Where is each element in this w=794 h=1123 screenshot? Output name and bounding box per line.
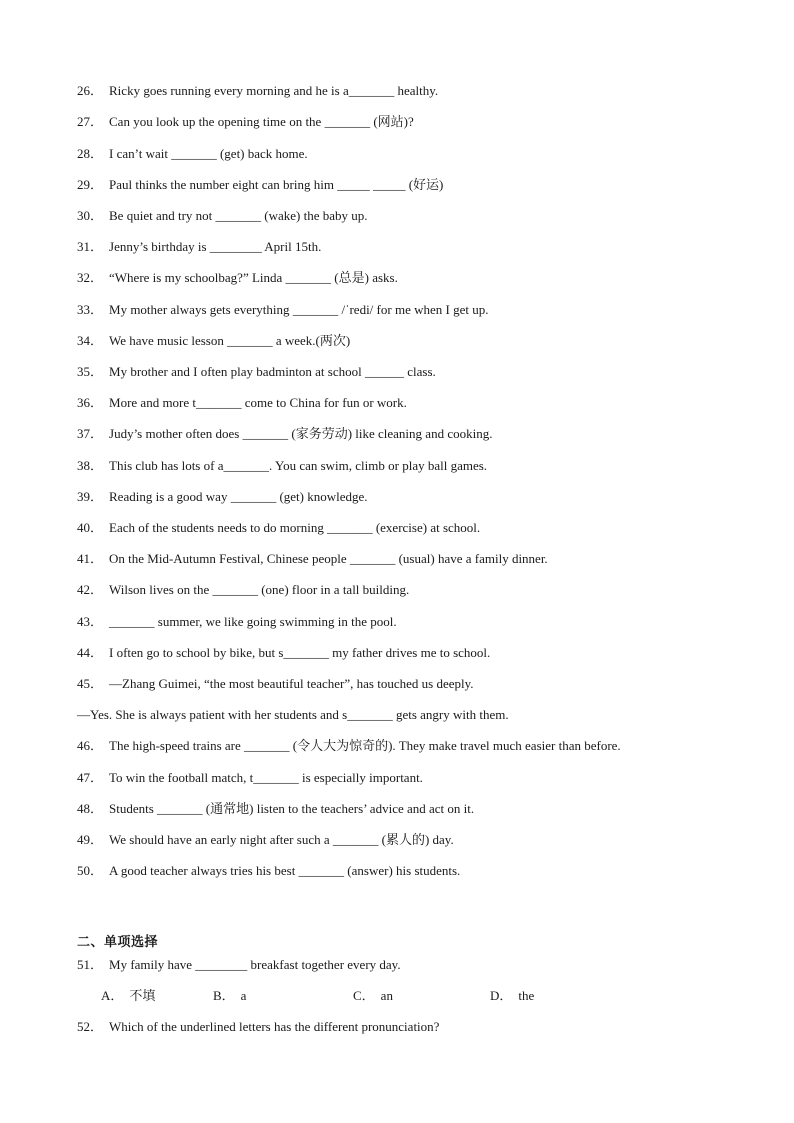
option-c[interactable]: C． an: [353, 988, 393, 1003]
option-b[interactable]: B． a: [213, 988, 247, 1003]
question-42: 42． Wilson lives on the _______ (one) floor in a tall building.: [77, 582, 410, 597]
option-d[interactable]: D． the: [490, 988, 535, 1003]
question-44: 44． I often go to school by bike, but s_______ my father drives me to school.: [77, 645, 491, 660]
question-28: 28． I can’t wait _______ (get) back home.: [77, 146, 308, 161]
question-34: 34． We have music lesson _______ a week.(两次): [77, 333, 351, 348]
question-38: 38． This club has lots of a_______. You can swim, climb or play ball games.: [77, 458, 488, 473]
question-49: 49． We should have an early night after such a _______ (累人的) day.: [77, 832, 454, 847]
question-31: 31． Jenny’s birthday is ________ April 15th.: [77, 239, 322, 254]
section-title: 二、单项选择: [77, 935, 159, 950]
question-52: 52． Which of the underlined letters has the different pronunciation?: [77, 1019, 440, 1034]
question-51-options: [0, 988, 794, 1004]
question-32: 32． “Where is my schoolbag?” Linda _______ (总是) asks.: [77, 270, 398, 285]
question-50: 50． A good teacher always tries his best _______ (answer) his students.: [77, 863, 461, 878]
question-33: 33． My mother always gets everything _______ /ˈredi/ for me when I get up.: [77, 302, 489, 317]
question-45: 45． —Zhang Guimei, “the most beautiful teacher”, has touched us deeply.: [77, 676, 474, 691]
question-51: 51． My family have ________ breakfast together every day.: [77, 957, 401, 972]
question-47: 47． To win the football match, t_______ is especially important.: [77, 770, 423, 785]
question-40: 40． Each of the students needs to do morning _______ (exercise) at school.: [77, 520, 481, 535]
question-43: 43． _______ summer, we like going swimming in the pool.: [77, 614, 397, 629]
question-41: 41． On the Mid-Autumn Festival, Chinese people _______ (usual) have a family dinner.: [77, 551, 548, 566]
option-a[interactable]: A． 不填: [101, 988, 156, 1003]
question-27: 27． Can you look up the opening time on the _______ (网站)?: [77, 114, 414, 129]
question-35: 35． My brother and I often play badminton at school ______ class.: [77, 364, 436, 379]
question-46: 46． The high-speed trains are _______ (令人大为惊奇的). They make travel much easier than before.: [77, 738, 621, 753]
question-26: 26． Ricky goes running every morning and he is a_______ healthy.: [77, 83, 439, 98]
question-30: 30． Be quiet and try not _______ (wake) the baby up.: [77, 208, 368, 223]
question-36: 36． More and more t_______ come to China for fun or work.: [77, 395, 407, 410]
question-48: 48． Students _______ (通常地) listen to the teachers’ advice and act on it.: [77, 801, 475, 816]
question-45-reply: —Yes. She is always patient with her students and s_______ gets angry with them.: [77, 707, 509, 722]
question-39: 39． Reading is a good way _______ (get) knowledge.: [77, 489, 368, 504]
question-37: 37． Judy’s mother often does _______ (家务劳动) like cleaning and cooking.: [77, 426, 493, 441]
question-29: 29． Paul thinks the number eight can bring him _____ _____ (好运): [77, 177, 444, 192]
